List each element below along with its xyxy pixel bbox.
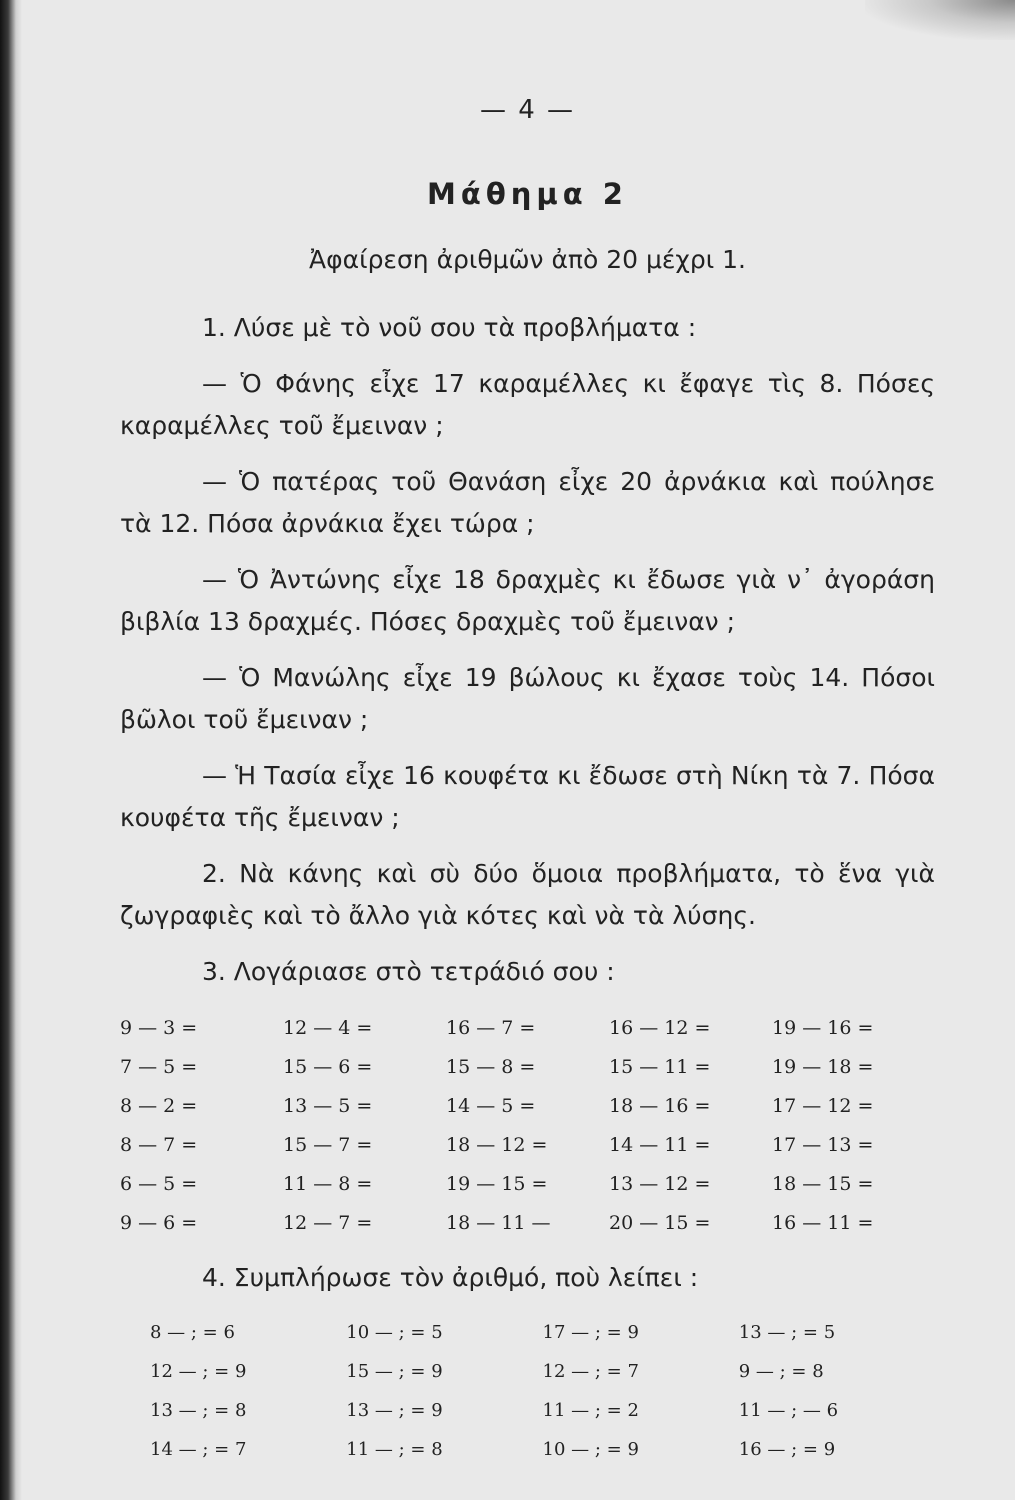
subtraction-item: 15 — 6 = [283,1056,373,1078]
subtraction-item: 15 — 7 = [283,1134,373,1156]
subtraction-item: 8 — 2 = [120,1095,198,1117]
missing-number-item: 12 — ; = 7 [542,1361,639,1382]
subtraction-item: 14 — 5 = [446,1095,536,1117]
missing-number-item: 10 — ; = 9 [542,1439,639,1460]
subtraction-item: 11 — 8 = [283,1173,373,1195]
exercise-2: 2. Νὰ κάνης καὶ σὺ δύο ὅμοια προβλήματα, τὸ ἕνα γιὰ ζωγραφιὲς καὶ τὸ ἄλλο γιὰ κότες καὶ νὰ τὰ λύσης. [120,859,935,930]
subtraction-item: 16 — 7 = [446,1017,536,1039]
missing-number-item: 11 — ; = 2 [542,1400,639,1421]
missing-number-item: 13 — ; = 5 [738,1322,836,1343]
subtraction-item: 20 — 15 = [609,1212,711,1234]
subtraction-item: 14 — 11 = [609,1134,711,1156]
problem-4: — Ὁ Μανώλης εἶχε 19 βώλους κι ἔχασε τοὺς 14. Πόσοι βῶλοι τοῦ ἔμειναν ; [120,663,935,734]
missing-number-grid [120,1313,935,1469]
subtraction-item: 16 — 12 = [609,1017,711,1039]
subtraction-item: 9 — 6 = [120,1212,198,1234]
lesson-title: Μάθημα 2 [427,177,628,211]
missing-number-item: 8 — ; = 6 [150,1322,235,1343]
subtraction-grid [120,1009,935,1243]
missing-number-item: 13 — ; = 8 [150,1400,247,1421]
subtraction-item: 12 — 7 = [283,1212,373,1234]
subtraction-item: 16 — 11 = [772,1212,874,1234]
subtraction-item: 7 — 5 = [120,1056,198,1078]
exercise-3-heading: 3. Λογάριασε στὸ τετράδιό σου : [202,957,615,986]
exercise-4-heading: 4. Συμπλήρωσε τὸν ἀριθμό, ποὺ λείπει : [202,1263,699,1292]
problem-2: — Ὁ πατέρας τοῦ Θανάση εἶχε 20 ἀρνάκια καὶ πούλησε τὰ 12. Πόσα ἀρνάκια ἔχει τώρα ; [120,467,935,538]
missing-number-item: 13 — ; = 9 [346,1400,443,1421]
subtraction-item: 19 — 18 = [772,1056,874,1078]
page-number: — 4 — [479,95,576,125]
missing-number-item: 14 — ; = 7 [150,1439,247,1460]
problem-3: — Ὁ Ἀντώνης εἶχε 18 δραχμὲς κι ἔδωσε γιὰ ν᾽ ἀγοράση βιβλία 13 δραχμές. Πόσες δραχμὲς τοῦ ἔμειναν ; [120,565,935,636]
subtraction-item: 12 — 4 = [283,1017,373,1039]
subtraction-item: 19 — 16 = [772,1017,874,1039]
problem-5: — Ἡ Τασία εἶχε 16 κουφέτα κι ἔδωσε στὴ Νίκη τὰ 7. Πόσα κουφέτα τῆς ἔμειναν ; [120,761,935,832]
missing-number-item: 10 — ; = 5 [346,1322,443,1343]
missing-number-item: 9 — ; = 8 [738,1361,824,1382]
subtraction-item: 18 — 12 = [446,1134,548,1156]
subtraction-item: 15 — 8 = [446,1056,536,1078]
problem-1: — Ὁ Φάνης εἶχε 17 καραμέλλες κι ἔφαγε τὶς 8. Πόσες καραμέλλες τοῦ ἔμειναν ; [120,369,935,440]
missing-number-item: 11 — ; = 8 [346,1439,443,1460]
subtraction-item: 17 — 13 = [772,1134,874,1156]
subtraction-item: 9 — 3 = [120,1017,198,1039]
subtraction-item: 18 — 15 = [772,1173,874,1195]
subtraction-item: 13 — 12 = [609,1173,711,1195]
missing-number-item: 12 — ; = 9 [150,1361,247,1382]
subtraction-item: 8 — 7 = [120,1134,198,1156]
missing-number-item: 16 — ; = 9 [738,1439,836,1460]
lesson-subtitle: Ἀφαίρεση ἀριθμῶν ἀπὸ 20 μέχρι 1. [309,245,746,274]
subtraction-item: 19 — 15 = [446,1173,548,1195]
subtraction-item: 17 — 12 = [772,1095,874,1117]
missing-number-item: 11 — ; — 6 [738,1400,839,1421]
subtraction-item: 18 — 11 — [446,1212,551,1234]
subtraction-item: 6 — 5 = [120,1173,198,1195]
subtraction-item: 18 — 16 = [609,1095,711,1117]
exercise-1-heading: 1. Λύσε μὲ τὸ νοῦ σου τὰ προβλήματα : [202,313,697,342]
missing-number-item: 17 — ; = 9 [542,1322,639,1343]
page-edge-shadow [0,0,22,1500]
corner-shadow [865,0,1015,40]
subtraction-item: 15 — 11 = [609,1056,711,1078]
missing-number-item: 15 — ; = 9 [346,1361,443,1382]
page-content [120,95,935,1469]
subtraction-item: 13 — 5 = [283,1095,373,1117]
